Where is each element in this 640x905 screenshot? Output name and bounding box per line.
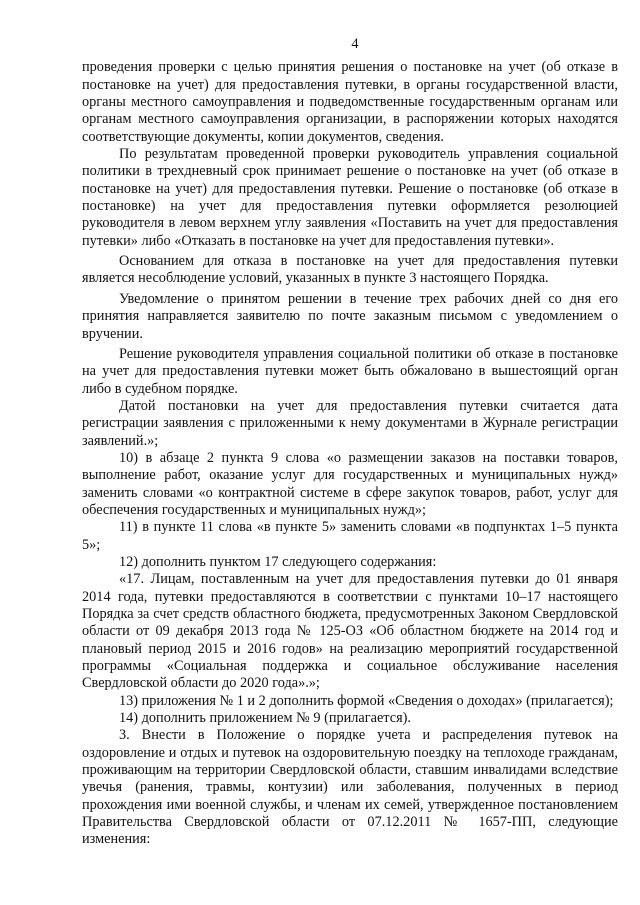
paragraph-4: Уведомление о принятом решении в течение трех рабочих дней со дня его принятия направляется заявителю по почте заказным письмом с уведомлением о вручении. (82, 290, 618, 342)
paragraph-13: 3. Внести в Положение о порядке учета и распределения путевок на оздоровление и отдых и путевок на оздоровительную поездку на теплоходе гражданам, проживающим на территории Свердловской области, ставшим инвалидами вследствие увечья (ранения, травмы, контузии) или заболевания, полученных в период прохождения ими военной службы, и членам их семей, утвержденное постановлением Правительства Свердловской области от 07.12.2011 № 1657-ПП, следующие изменения: (82, 727, 618, 848)
paragraph-2: По результатам проведенной проверки руководитель управления социальной политики в трехдневный срок принимает решение о постановке на учет (об отказе в постановке на учет) для предоставления путевки. Решение о постановке (об отказе в постановке) на учет для предоставления путевки оформляется резолюцией руководителя в левом верхнем углу заявления «Поставить на учет для предоставления путевки» либо «Отказать в постановке на учет для предоставления путевки». (82, 146, 618, 249)
paragraph-3: Основанием для отказа в постановке на учет для предоставления путевки является несоблюдение условий, указанных в пункте 3 настоящего Порядка. (82, 253, 618, 287)
paragraph-7: 10) в абзаце 2 пункта 9 слова «о размещении заказов на поставки товаров, выполнение работ, оказание услуг для государственных и муниципальных нужд» заменить словами «о контрактной системе в сфере закупок товаров, работ, услуг для обеспечения государственных и муниципальных нужд»; (82, 449, 618, 518)
paragraph-9: 12) дополнить пунктом 17 следующего содержания: (119, 553, 437, 570)
paragraph-1: проведения проверки с целью принятия решения о постановке на учет (об отказе в постановке на учет) для предоставления путевки, в органы государственной власти, органы местного самоуправления и подведомственные государственным органам или органам местного самоуправления организации, в распоряжении которых находятся соответствующие документы, копии документов, сведения. (82, 59, 618, 145)
paragraph-5: Решение руководителя управления социальной политики об отказе в постановке на учет для предоставления путевки может быть обжаловано в вышестоящий орган либо в судебном порядке. (82, 345, 618, 397)
paragraph-10: «17. Лицам, поставленным на учет для предоставления путевки до 01 января 2014 года, путевки предоставляются в соответствии с пунктами 10–17 настоящего Порядка за счет средств областного бюджета, предусмотренных Законом Свердловской области от 09 декабря 2013 года № 125-ОЗ «Об областном бюджете на 2014 год и плановый период 2015 и 2016 годов» на реализацию мероприятий государственной программы «Социальная поддержка и социальное обслуживание населения Свердловской области до 2020 года».»; (82, 571, 618, 692)
paragraph-6: Датой постановки на учет для предоставления путевки считается дата регистрации заявления с приложенными к нему документами в Журнале регистрации заявлений.»; (82, 397, 618, 449)
paragraph-11: 13) приложения № 1 и 2 дополнить формой «Сведения о доходах» (прилагается); (119, 692, 614, 709)
paragraph-8: 11) в пункте 11 слова «в пункте 5» заменить словами «в подпунктах 1–5 пункта 5»; (82, 519, 618, 553)
paragraph-12: 14) дополнить приложением № 9 (прилагается). (119, 710, 411, 727)
page-number: 4 (351, 36, 359, 52)
